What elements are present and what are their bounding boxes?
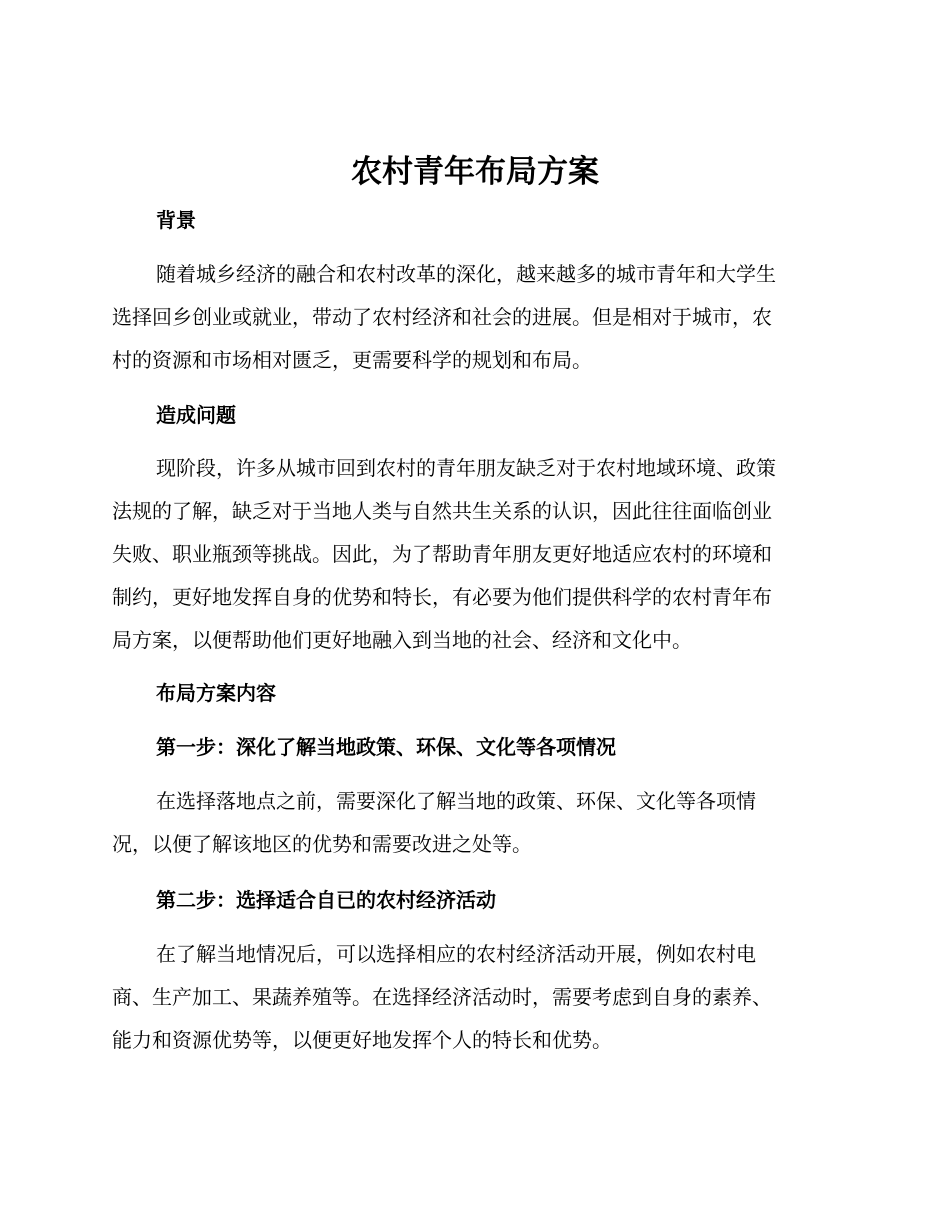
paragraph-line: 选择回乡创业或就业，带动了农村经济和社会的进展。但是相对于城市，农 — [112, 305, 772, 329]
paragraph-line: 况，以便了解该地区的优势和需要改进之处等。 — [112, 832, 532, 856]
paragraph-line: 商、生产加工、果蔬养殖等。在选择经济活动时，需要考虑到自身的素养、 — [112, 985, 772, 1009]
paragraph-line: 能力和资源优势等，以便更好地发挥个人的特长和优势。 — [112, 1028, 612, 1052]
paragraph-line: 局方案，以便帮助他们更好地融入到当地的社会、经济和文化中。 — [112, 628, 692, 652]
section-paragraph-background — [112, 253, 832, 382]
paragraph-line: 制约，更好地发挥自身的优势和特长，有必要为他们提供科学的农村青年布 — [112, 585, 772, 609]
section-heading-plan-content: 布局方案内容 — [156, 681, 276, 705]
paragraph-line: 在了解当地情况后，可以选择相应的农村经济活动开展，例如农村电 — [156, 942, 756, 966]
section-paragraph-step-one — [112, 780, 832, 866]
section-heading-step-one: 第一步：深化了解当地政策、环保、文化等各项情况 — [156, 735, 616, 759]
paragraph-line: 现阶段，许多从城市回到农村的青年朋友缺乏对于农村地域环境、政策 — [156, 456, 776, 480]
section-heading-step-two: 第二步：选择适合自已的农村经济活动 — [156, 888, 496, 912]
paragraph-line: 随着城乡经济的融合和农村改革的深化，越来越多的城市青年和大学生 — [156, 262, 776, 286]
paragraph-line: 村的资源和市场相对匮乏，更需要科学的规划和布局。 — [112, 348, 592, 372]
section-heading-background: 背景 — [156, 208, 196, 232]
document-title: 农村青年布局方案 — [351, 154, 599, 190]
paragraph-line: 失败、职业瓶颈等挑战。因此，为了帮助青年朋友更好地适应农村的环境和 — [112, 542, 772, 566]
paragraph-line: 法规的了解，缺乏对于当地人类与自然共生关系的认识，因此往往面临创业 — [112, 499, 772, 523]
paragraph-line: 在选择落地点之前，需要深化了解当地的政策、环保、文化等各项情 — [156, 789, 756, 813]
section-paragraph-step-two — [112, 933, 832, 1062]
section-paragraph-problems — [112, 447, 832, 662]
section-heading-problems: 造成问题 — [156, 403, 236, 427]
